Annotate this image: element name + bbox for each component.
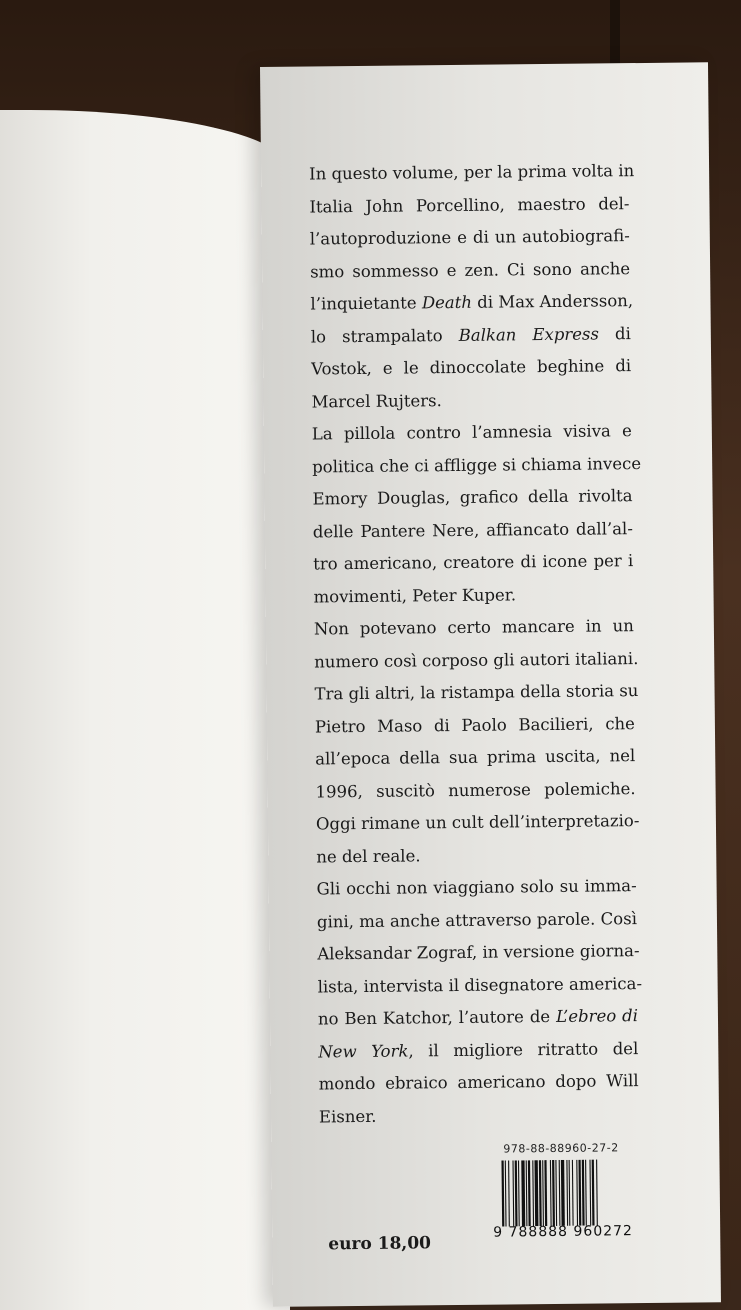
title-italic: Death xyxy=(421,292,473,313)
blurb-line: smo sommesso e zen. Ci sono anche xyxy=(310,258,631,281)
price: euro 18,00 xyxy=(328,1233,432,1255)
blurb-line: Pietro Maso di Paolo Bacilieri, che xyxy=(314,713,635,736)
blurb-line: 1996, suscitò numerose polemiche. xyxy=(315,778,636,801)
barcode-bar xyxy=(521,1160,525,1226)
blurb-line: Non potevano certo mancare in un xyxy=(313,616,634,639)
blurb-line: Tra gli altri, la ristampa della storia su xyxy=(314,681,639,704)
blurb-line: In questo volume, per la prima volta in xyxy=(309,161,635,184)
barcode-bar xyxy=(501,1161,504,1227)
barcode-bar xyxy=(512,1160,514,1226)
barcode-bar xyxy=(526,1160,528,1226)
blurb-line: La pillola contro l’amnesia visiva e xyxy=(311,421,632,444)
barcode-bar xyxy=(505,1160,507,1226)
barcode-bar xyxy=(576,1160,578,1226)
blurb-line: Eisner. xyxy=(318,1106,377,1126)
blurb-line: Gli occhi non viaggiano solo su imma- xyxy=(316,876,637,899)
barcode-bar xyxy=(508,1160,510,1226)
barcode-bar xyxy=(542,1160,544,1226)
barcode-bar xyxy=(539,1160,542,1226)
title-italic: Balkan Express xyxy=(458,323,600,345)
barcode-bar xyxy=(532,1160,534,1226)
blurb-line: lo strampalato Balkan Express di xyxy=(310,323,631,346)
barcode-bar xyxy=(582,1160,585,1226)
blurb-line: tro americano, creatore di icone per i xyxy=(313,551,634,574)
barcode-bar xyxy=(515,1160,518,1226)
barcode-bar xyxy=(544,1160,547,1226)
barcode-bar xyxy=(585,1160,587,1226)
barcode-bar xyxy=(555,1160,557,1226)
blurb-line: gini, ma anche attraverso parole. Così xyxy=(316,908,638,931)
blurb-line: Italia John Porcellino, maestro del- xyxy=(309,193,630,216)
blurb-line: Oggi rimane un cult dell’interpretazio- xyxy=(315,811,640,834)
open-book-page xyxy=(0,110,290,1310)
barcode-bar xyxy=(518,1160,520,1226)
barcode xyxy=(499,1159,645,1227)
blurb-line: l’inquietante Death di Max Andersson, xyxy=(310,291,634,314)
barcode-bar xyxy=(572,1160,574,1226)
isbn: 978-88-88960-27-2 xyxy=(503,1141,619,1156)
blurb-line: Vostok, e le dinoccolate beghine di xyxy=(311,356,632,379)
blurb-line: Emory Douglas, grafico della rivolta xyxy=(312,486,633,509)
blurb-line: delle Pantere Nere, affiancato dall’al- xyxy=(312,518,633,541)
blurb-line: Aleksandar Zograf, in versione giorna- xyxy=(317,941,640,964)
barcode-bar xyxy=(596,1160,598,1226)
barcode-bar xyxy=(550,1160,552,1226)
title-italic: New York xyxy=(318,1040,409,1061)
blurb-line: New York, il migliore ritratto del xyxy=(318,1038,639,1061)
blurb-line: mondo ebraico americano dopo Will xyxy=(318,1071,639,1094)
barcode-bar xyxy=(534,1160,538,1226)
barcode-bar xyxy=(561,1160,565,1226)
barcode-digits: 9 788888 960272 xyxy=(493,1223,633,1241)
blurb-line: lista, intervista il disegnatore america- xyxy=(317,973,643,996)
blurb-line: politica che ci affligge si chiama invece xyxy=(312,453,642,476)
barcode-bar xyxy=(528,1160,531,1226)
barcode-bar xyxy=(569,1160,571,1226)
blurb-line: Marcel Rujters. xyxy=(311,390,442,411)
blurb-line: all’epoca della sua prima uscita, nel xyxy=(315,746,636,769)
barcode-bar xyxy=(578,1160,581,1226)
back-cover-flap xyxy=(260,62,721,1307)
barcode-bar xyxy=(552,1160,555,1226)
barcode-bar xyxy=(589,1160,591,1226)
blurb-line: ne del reale. xyxy=(316,845,421,866)
barcode-bar xyxy=(592,1160,595,1226)
blurb-text xyxy=(309,155,643,1133)
barcode-bar xyxy=(559,1160,561,1226)
barcode-bar xyxy=(566,1160,568,1226)
blurb-line: movimenti, Peter Kuper. xyxy=(313,584,517,606)
blurb-line: l’autoproduzione e di un autobiografi- xyxy=(309,226,630,249)
blurb-line: no Ben Katchor, l’autore de L’ebreo di xyxy=(317,1006,639,1029)
blurb-line: numero così corposo gli autori italiani. xyxy=(314,648,639,671)
title-italic: L’ebreo di xyxy=(555,1006,639,1026)
